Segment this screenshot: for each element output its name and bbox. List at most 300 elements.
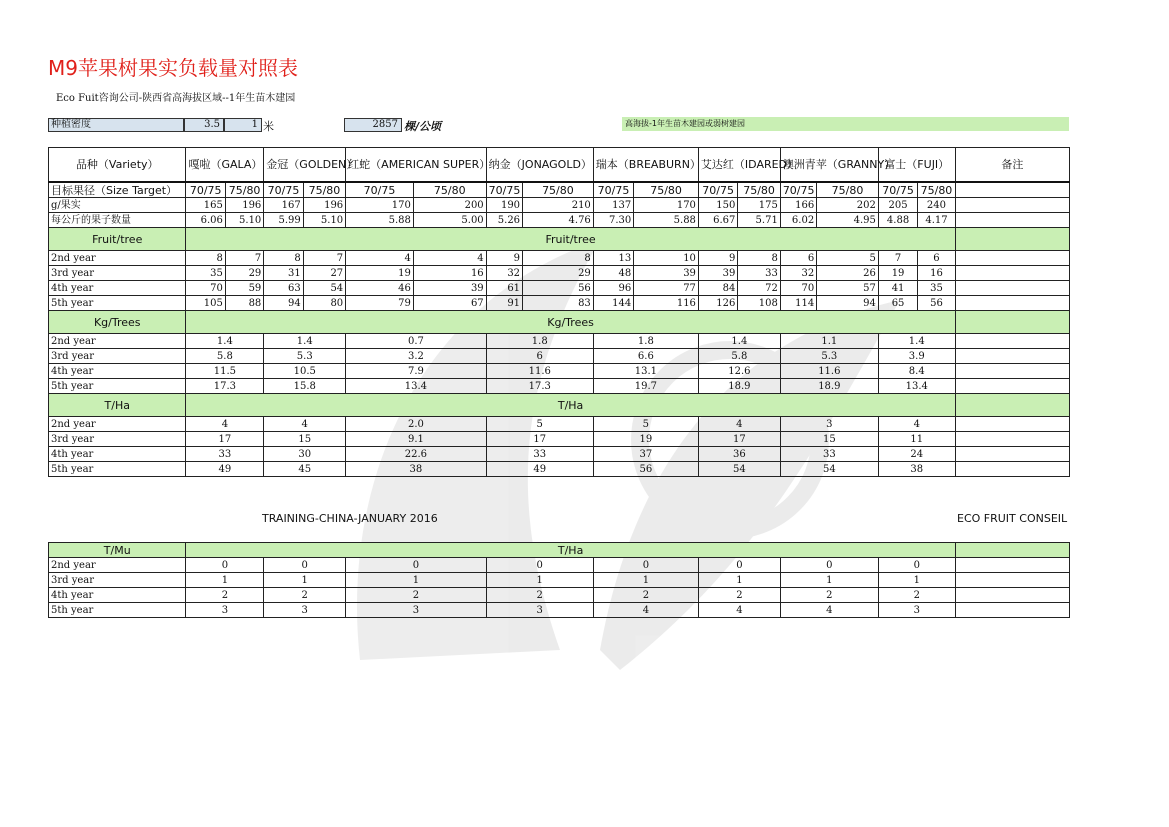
planting-note: 高海拔-1年生苗木建园或弱树建园 — [622, 117, 1069, 131]
fruit-tree-section-title: Fruit/tree — [186, 228, 955, 251]
t-ha-cell: 4 — [698, 417, 780, 432]
footer-company: ECO FRUIT CONSEIL — [957, 512, 1068, 525]
fruit-tree-cell: 41 — [878, 281, 917, 296]
fruit-tree-cell: 16 — [413, 266, 486, 281]
notes-cell[interactable] — [955, 417, 1069, 432]
page-subtitle: Eco Fuit咨询公司-陕西省高海拔区域--1年生苗木建园 — [56, 93, 296, 104]
kg-tree-cell: 11.5 — [186, 364, 264, 379]
kg-tree-cell: 19.7 — [593, 379, 698, 394]
t-mu-cell: 1 — [186, 573, 264, 588]
notes-cell[interactable] — [955, 462, 1069, 477]
t-mu-cell: 2 — [186, 588, 264, 603]
t-ha-cell: 33 — [486, 447, 593, 462]
t-mu-cell: 0 — [486, 558, 593, 573]
t-ha-cell: 54 — [698, 462, 780, 477]
kg-tree-cell: 6.6 — [593, 349, 698, 364]
section-spacer — [955, 311, 1069, 334]
g-per-fruit-cell[interactable]: 170 — [634, 198, 699, 213]
fruit-tree-cell: 35 — [918, 281, 955, 296]
fruit-tree-cell: 91 — [486, 296, 522, 311]
t-mu-cell: 0 — [698, 558, 780, 573]
kg-tree-cell: 18.9 — [780, 379, 878, 394]
notes-cell[interactable] — [955, 379, 1069, 394]
kg-tree-cell: 11.6 — [780, 364, 878, 379]
t-ha-cell: 56 — [593, 462, 698, 477]
fruit-tree-cell: 96 — [593, 281, 633, 296]
t-ha-cell: 9.1 — [346, 432, 487, 447]
fruit-tree-cell: 70 — [186, 281, 225, 296]
size-target-cell: 75/80 — [303, 182, 345, 198]
t-mu-cell: 1 — [780, 573, 878, 588]
kg-tree-cell: 1.4 — [186, 334, 264, 349]
fruit-tree-cell: 39 — [698, 266, 737, 281]
page-title: M9苹果树果实负载量对照表 — [48, 56, 298, 80]
section-spacer — [955, 228, 1069, 251]
fruit-tree-row — [49, 281, 1070, 296]
fruit-tree-cell: 7 — [878, 251, 917, 266]
year-label: 4th year — [49, 588, 186, 603]
kg-tree-cell: 1.4 — [698, 334, 780, 349]
size-target-cell: 70/75 — [878, 182, 917, 198]
t-mu-cell: 3 — [186, 603, 264, 618]
t-mu-cell: 3 — [486, 603, 593, 618]
year-label: 5th year — [49, 296, 186, 311]
kg-tree-cell: 18.9 — [698, 379, 780, 394]
trees-per-ha-unit: 棵/公顷 — [404, 120, 442, 133]
mu-row — [49, 603, 1070, 618]
t-ha-cell: 17 — [186, 432, 264, 447]
year-label: 5th year — [49, 462, 186, 477]
size-target-cell: 75/80 — [413, 182, 486, 198]
fruit-tree-cell: 9 — [698, 251, 737, 266]
fruit-tree-cell: 19 — [878, 266, 917, 281]
variety-name: 艾达红（IDARED） — [698, 148, 780, 183]
t-ha-row — [49, 432, 1070, 447]
g-per-fruit-cell[interactable]: 166 — [780, 198, 816, 213]
t-ha-cell: 5 — [593, 417, 698, 432]
kg-tree-cell: 8.4 — [878, 364, 955, 379]
kg-tree-cell: 17.3 — [486, 379, 593, 394]
t-ha-cell: 45 — [264, 462, 346, 477]
t-ha-section-title: T/Ha — [186, 394, 955, 417]
notes-cell[interactable] — [955, 281, 1069, 296]
fruit-tree-cell: 54 — [303, 281, 345, 296]
fruit-tree-cell: 61 — [486, 281, 522, 296]
fruit-tree-cell: 144 — [593, 296, 633, 311]
row-spacing-cell[interactable]: 3.5 — [184, 118, 224, 132]
size-target-cell: 70/75 — [780, 182, 816, 198]
variety-name: 瑞本（BREABURN） — [593, 148, 698, 183]
size-target-cell: 70/75 — [486, 182, 522, 198]
year-label: 4th year — [49, 281, 186, 296]
notes-cell[interactable] — [955, 349, 1069, 364]
kg-tree-cell: 1.1 — [780, 334, 878, 349]
t-mu-cell: 1 — [264, 573, 346, 588]
variety-name: 富士（FUJI） — [878, 148, 955, 183]
t-ha-cell: 3 — [780, 417, 878, 432]
size-target-cell: 70/75 — [698, 182, 737, 198]
size-target-cell: 75/80 — [918, 182, 955, 198]
fruit-tree-cell: 31 — [264, 266, 303, 281]
variety-name: 嘎啦（GALA） — [186, 148, 264, 183]
fruit-tree-cell: 27 — [303, 266, 345, 281]
fruit-tree-cell: 65 — [878, 296, 917, 311]
t-ha-cell: 38 — [878, 462, 955, 477]
t-mu-cell: 3 — [878, 603, 955, 618]
t-mu-cell: 2 — [698, 588, 780, 603]
fruit-tree-cell: 83 — [523, 296, 594, 311]
fruit-tree-cell: 84 — [698, 281, 737, 296]
size-target-cell: 75/80 — [817, 182, 879, 198]
notes-cell[interactable] — [955, 432, 1069, 447]
kg-tree-cell: 6 — [486, 349, 593, 364]
kg-tree-cell: 0.7 — [346, 334, 487, 349]
t-ha-cell: 36 — [698, 447, 780, 462]
t-mu-cell: 3 — [346, 603, 487, 618]
fruit-tree-cell: 10 — [634, 251, 699, 266]
fruit-tree-section-row — [49, 228, 1070, 251]
g-per-fruit-cell[interactable]: 210 — [523, 198, 594, 213]
t-mu-label: T/Mu — [49, 543, 186, 558]
t-mu-cell: 1 — [593, 573, 698, 588]
year-label: 4th year — [49, 447, 186, 462]
g-per-fruit-cell[interactable]: 190 — [486, 198, 522, 213]
kg-tree-cell: 10.5 — [264, 364, 346, 379]
size-target-cell: 75/80 — [523, 182, 594, 198]
fruit-tree-cell: 8 — [186, 251, 225, 266]
t-ha-cell: 15 — [264, 432, 346, 447]
kg-tree-cell: 12.6 — [698, 364, 780, 379]
fruit-tree-row — [49, 296, 1070, 311]
kg-tree-row — [49, 379, 1070, 394]
fruit-tree-cell: 6 — [918, 251, 955, 266]
t-mu-cell: 0 — [186, 558, 264, 573]
year-label: 3rd year — [49, 266, 186, 281]
fruit-tree-cell: 56 — [918, 296, 955, 311]
trees-per-ha-cell[interactable]: 2857 — [344, 118, 402, 132]
t-ha-cell: 4 — [186, 417, 264, 432]
t-ha-row — [49, 447, 1070, 462]
fruit-tree-cell: 56 — [523, 281, 594, 296]
fruits-per-kg-cell: 5.71 — [738, 213, 780, 228]
fruit-tree-cell: 79 — [346, 296, 414, 311]
fruit-tree-cell: 59 — [225, 281, 263, 296]
fruit-tree-cell: 114 — [780, 296, 816, 311]
year-label: 4th year — [49, 364, 186, 379]
year-label: 3rd year — [49, 432, 186, 447]
fruit-tree-cell: 16 — [918, 266, 955, 281]
fruits-per-kg-cell: 5.88 — [634, 213, 699, 228]
notes-cell[interactable] — [955, 573, 1069, 588]
t-ha-cell: 30 — [264, 447, 346, 462]
year-label: 3rd year — [49, 349, 186, 364]
g-per-fruit-cell[interactable]: 205 — [878, 198, 917, 213]
g-per-fruit-cell[interactable]: 170 — [346, 198, 414, 213]
t-mu-cell: 1 — [878, 573, 955, 588]
t-ha-cell: 24 — [878, 447, 955, 462]
fruits-per-kg-cell: 4.76 — [523, 213, 594, 228]
t-mu-cell: 4 — [780, 603, 878, 618]
size-target-cell: 75/80 — [634, 182, 699, 198]
notes-cell[interactable] — [955, 588, 1069, 603]
fruit-tree-cell: 80 — [303, 296, 345, 311]
size-target-cell: 70/75 — [593, 182, 633, 198]
yield-per-mu-table — [48, 542, 1070, 618]
fruit-tree-cell: 108 — [738, 296, 780, 311]
footer-training: TRAINING-CHINA-JANUARY 2016 — [262, 512, 438, 525]
variety-name: 澳洲青苹（GRANNY） — [780, 148, 878, 183]
fruit-tree-cell: 105 — [186, 296, 225, 311]
fruits-per-kg-cell: 6.02 — [780, 213, 816, 228]
year-label: 5th year — [49, 379, 186, 394]
fruit-tree-cell: 70 — [780, 281, 816, 296]
t-mu-cell: 2 — [346, 588, 487, 603]
notes-cell[interactable] — [955, 603, 1069, 618]
fruit-tree-cell: 13 — [593, 251, 633, 266]
fruits-per-kg-cell: 7.30 — [593, 213, 633, 228]
fruit-tree-cell: 29 — [523, 266, 594, 281]
notes-cell[interactable] — [955, 558, 1069, 573]
kg-tree-cell: 15.8 — [264, 379, 346, 394]
kg-tree-row — [49, 364, 1070, 379]
t-ha-cell: 22.6 — [346, 447, 487, 462]
density-label: 种植密度 — [48, 118, 184, 132]
fruit-tree-cell: 39 — [634, 266, 699, 281]
t-mu-cell: 2 — [878, 588, 955, 603]
fruit-tree-section-label: Fruit/tree — [49, 228, 186, 251]
fruit-tree-cell: 4 — [413, 251, 486, 266]
section-spacer — [955, 394, 1069, 417]
t-mu-cell: 2 — [264, 588, 346, 603]
variety-name: 纳金（JONAGOLD） — [486, 148, 593, 183]
t-ha-row — [49, 417, 1070, 432]
fruit-tree-cell: 32 — [486, 266, 522, 281]
g-per-fruit-cell[interactable]: 240 — [918, 198, 955, 213]
g-per-fruit-label: g/果实 — [49, 198, 186, 213]
g-per-fruit-cell[interactable]: 175 — [738, 198, 780, 213]
size-target-row — [49, 182, 1070, 198]
t-ha-row — [49, 462, 1070, 477]
kg-tree-cell: 1.8 — [593, 334, 698, 349]
fruits-per-kg-label: 每公斤的果子数量 — [49, 213, 186, 228]
kg-tree-cell: 7.9 — [346, 364, 487, 379]
fruits-per-kg-cell: 5.10 — [225, 213, 263, 228]
variety-header: 品种（Variety） — [49, 148, 186, 183]
mu-row — [49, 588, 1070, 603]
fruit-tree-cell: 72 — [738, 281, 780, 296]
fruit-tree-cell: 88 — [225, 296, 263, 311]
kg-tree-cell: 11.6 — [486, 364, 593, 379]
t-ha-cell: 5 — [486, 417, 593, 432]
t-mu-cell: 2 — [486, 588, 593, 603]
t-mu-cell: 0 — [878, 558, 955, 573]
fruit-tree-cell: 32 — [780, 266, 816, 281]
year-label: 3rd year — [49, 573, 186, 588]
fruit-tree-cell: 57 — [817, 281, 879, 296]
fruits-per-kg-cell: 5.10 — [303, 213, 345, 228]
t-mu-cell: 2 — [593, 588, 698, 603]
g-per-fruit-cell[interactable]: 150 — [698, 198, 737, 213]
fruit-tree-cell: 8 — [523, 251, 594, 266]
t-ha-section-row — [49, 394, 1070, 417]
fruit-tree-cell: 94 — [264, 296, 303, 311]
t-ha-label: T/Ha — [186, 543, 955, 558]
fruits-per-kg-cell: 5.99 — [264, 213, 303, 228]
mu-header-row — [49, 543, 1070, 558]
fruit-tree-cell: 8 — [264, 251, 303, 266]
t-ha-cell: 4 — [878, 417, 955, 432]
kg-tree-cell: 13.4 — [878, 379, 955, 394]
fruit-tree-cell: 126 — [698, 296, 737, 311]
year-label: 2nd year — [49, 417, 186, 432]
fruit-tree-cell: 19 — [346, 266, 414, 281]
fruits-per-kg-cell: 5.88 — [346, 213, 414, 228]
notes-cell[interactable] — [955, 182, 1069, 198]
kg-tree-section-label: Kg/Trees — [49, 311, 186, 334]
t-ha-cell: 19 — [593, 432, 698, 447]
fruits-per-kg-cell: 6.06 — [186, 213, 225, 228]
t-ha-cell: 17 — [698, 432, 780, 447]
fruit-tree-cell: 33 — [738, 266, 780, 281]
fruit-tree-cell: 9 — [486, 251, 522, 266]
fruit-tree-cell: 7 — [303, 251, 345, 266]
g-per-fruit-cell[interactable]: 202 — [817, 198, 879, 213]
variety-header-row — [49, 148, 1070, 183]
t-ha-cell: 54 — [780, 462, 878, 477]
load-comparison-table — [48, 147, 1070, 477]
fruit-tree-cell: 5 — [817, 251, 879, 266]
notes-header: 备注 — [955, 148, 1069, 183]
t-mu-cell: 4 — [698, 603, 780, 618]
g-per-fruit-cell[interactable]: 165 — [186, 198, 225, 213]
fruit-tree-cell: 8 — [738, 251, 780, 266]
notes-cell[interactable] — [955, 296, 1069, 311]
year-label: 2nd year — [49, 334, 186, 349]
kg-tree-cell: 5.3 — [780, 349, 878, 364]
kg-tree-cell: 1.8 — [486, 334, 593, 349]
spacing-unit: 米 — [263, 120, 274, 133]
variety-name: 红蛇（AMERICAN SUPER） — [346, 148, 487, 183]
kg-tree-cell: 5.3 — [264, 349, 346, 364]
t-mu-cell: 2 — [780, 588, 878, 603]
kg-tree-cell: 5.8 — [186, 349, 264, 364]
t-mu-cell: 3 — [264, 603, 346, 618]
t-ha-cell: 11 — [878, 432, 955, 447]
fruit-tree-cell: 67 — [413, 296, 486, 311]
year-label: 5th year — [49, 603, 186, 618]
notes-cell[interactable] — [955, 334, 1069, 349]
t-mu-cell: 1 — [698, 573, 780, 588]
g-per-fruit-cell[interactable]: 196 — [225, 198, 263, 213]
g-per-fruit-cell[interactable]: 137 — [593, 198, 633, 213]
fruits-per-kg-cell: 4.88 — [878, 213, 917, 228]
t-ha-cell: 33 — [780, 447, 878, 462]
t-ha-cell: 37 — [593, 447, 698, 462]
year-label: 2nd year — [49, 558, 186, 573]
fruit-tree-cell: 6 — [780, 251, 816, 266]
variety-name: 金冠（GOLDEN） — [264, 148, 346, 183]
mu-row — [49, 573, 1070, 588]
t-ha-section-label: T/Ha — [49, 394, 186, 417]
size-target-label: 目标果径（Size Target） — [49, 182, 186, 198]
kg-tree-cell: 5.8 — [698, 349, 780, 364]
kg-tree-cell: 17.3 — [186, 379, 264, 394]
fruits-per-kg-cell: 5.26 — [486, 213, 522, 228]
fruit-tree-row — [49, 251, 1070, 266]
t-ha-cell: 4 — [264, 417, 346, 432]
kg-tree-cell: 13.4 — [346, 379, 487, 394]
fruits-per-kg-cell: 5.00 — [413, 213, 486, 228]
g-per-fruit-cell[interactable]: 196 — [303, 198, 345, 213]
mu-row — [49, 558, 1070, 573]
t-mu-cell: 0 — [780, 558, 878, 573]
fruit-tree-cell: 39 — [413, 281, 486, 296]
notes-cell[interactable] — [955, 266, 1069, 281]
tree-spacing-cell[interactable]: 1 — [224, 118, 262, 132]
fruit-tree-cell: 29 — [225, 266, 263, 281]
fruit-tree-cell: 35 — [186, 266, 225, 281]
t-ha-cell: 49 — [186, 462, 264, 477]
kg-tree-cell: 1.4 — [878, 334, 955, 349]
t-mu-cell: 0 — [264, 558, 346, 573]
fruits-per-kg-cell: 4.95 — [817, 213, 879, 228]
fruit-tree-row — [49, 266, 1070, 281]
fruits-per-kg-row — [49, 213, 1070, 228]
t-ha-cell: 17 — [486, 432, 593, 447]
notes-cell[interactable] — [955, 447, 1069, 462]
kg-tree-row — [49, 349, 1070, 364]
t-ha-cell: 33 — [186, 447, 264, 462]
t-mu-cell: 0 — [593, 558, 698, 573]
kg-tree-cell: 13.1 — [593, 364, 698, 379]
fruit-tree-cell: 94 — [817, 296, 879, 311]
g-per-fruit-row — [49, 198, 1070, 213]
fruit-tree-cell: 63 — [264, 281, 303, 296]
notes-cell[interactable] — [955, 364, 1069, 379]
fruit-tree-cell: 116 — [634, 296, 699, 311]
size-target-cell: 75/80 — [225, 182, 263, 198]
t-mu-cell: 4 — [593, 603, 698, 618]
size-target-cell: 75/80 — [738, 182, 780, 198]
t-mu-cell: 0 — [346, 558, 487, 573]
fruits-per-kg-cell: 6.67 — [698, 213, 737, 228]
year-label: 2nd year — [49, 251, 186, 266]
size-target-cell: 70/75 — [264, 182, 303, 198]
notes-cell[interactable] — [955, 251, 1069, 266]
notes-cell[interactable] — [955, 213, 1069, 228]
g-per-fruit-cell[interactable]: 200 — [413, 198, 486, 213]
kg-tree-row — [49, 334, 1070, 349]
kg-tree-cell: 3.2 — [346, 349, 487, 364]
fruit-tree-cell: 4 — [346, 251, 414, 266]
fruit-tree-cell: 7 — [225, 251, 263, 266]
kg-tree-cell: 1.4 — [264, 334, 346, 349]
t-ha-cell: 2.0 — [346, 417, 487, 432]
fruit-tree-cell: 77 — [634, 281, 699, 296]
t-ha-cell: 49 — [486, 462, 593, 477]
fruit-tree-cell: 48 — [593, 266, 633, 281]
size-target-cell: 70/75 — [186, 182, 225, 198]
fruit-tree-cell: 26 — [817, 266, 879, 281]
t-mu-cell: 1 — [486, 573, 593, 588]
t-ha-cell: 38 — [346, 462, 487, 477]
kg-tree-cell: 3.9 — [878, 349, 955, 364]
section-spacer — [955, 543, 1069, 558]
fruit-tree-cell: 46 — [346, 281, 414, 296]
t-ha-cell: 15 — [780, 432, 878, 447]
g-per-fruit-cell[interactable]: 167 — [264, 198, 303, 213]
notes-cell[interactable] — [955, 198, 1069, 213]
